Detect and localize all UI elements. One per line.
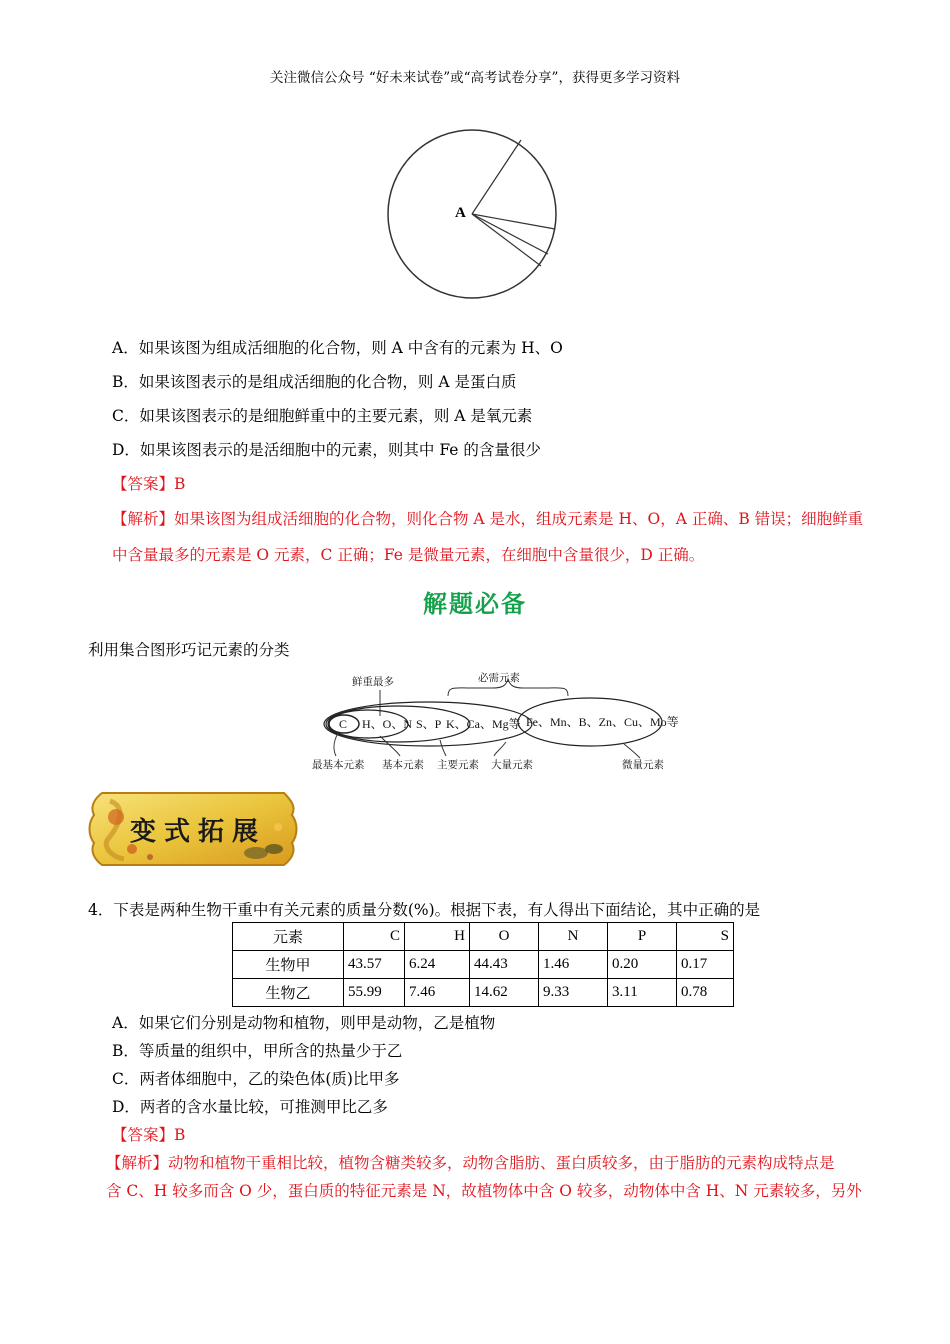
page-header: 关注微信公众号 “好未来试卷”或“高考试卷分享”，获得更多学习资料 (270, 70, 680, 86)
q3-option-d: D．如果该图表示的是活细胞中的元素，则其中 Fe 的含量很少 (112, 441, 541, 459)
table-cell: 43.57 (344, 951, 405, 979)
table-cell: 0.20 (608, 951, 677, 979)
label-kcamg: K、Ca、Mg等 (446, 717, 521, 731)
table-cell: 14.62 (470, 979, 539, 1007)
q4-option-a: A．如果它们分别是动物和植物，则甲是动物，乙是植物 (112, 1014, 496, 1032)
memory-tip: 利用集合图形巧记元素的分类 (88, 641, 290, 659)
table-header-cell: O (470, 923, 539, 951)
table-cell: 55.99 (344, 979, 405, 1007)
q4-answer: 【答案】B (112, 1126, 186, 1144)
q4-stem: 4．下表是两种生物干重中有关元素的质量分数(%)。根据下表，有人得出下面结论，其中正确的是 (88, 901, 761, 919)
q3-explanation-line1: 【解析】如果该图为组成活细胞的化合物，则化合物 A 是水，组成元素是 H、O，A 正确、B 错误；细胞鲜重 (112, 510, 864, 528)
label-c: C (339, 717, 348, 731)
label-micro-list: Fe、Mn、B、Zn、Cu、Mo等 (526, 715, 679, 729)
element-table (232, 922, 734, 1007)
table-header-cell: N (539, 923, 608, 951)
table-cell: 1.46 (539, 951, 608, 979)
table-cell: 生物乙 (233, 979, 344, 1007)
label-major: 主要元素 (437, 759, 479, 771)
table-row (233, 979, 734, 1007)
q3-explanation-line2: 中含量最多的元素是 O 元素，C 正确；Fe 是微量元素，在细胞中含量很少，D 正确。 (112, 546, 705, 564)
table-cell: 生物甲 (233, 951, 344, 979)
section-title: 解题必备 (423, 589, 527, 618)
label-basic: 基本元素 (382, 759, 424, 771)
q3-option-c: C．如果该图表示的是细胞鲜重中的主要元素，则 A 是氧元素 (112, 407, 533, 425)
label-micro: 微量元素 (622, 759, 664, 771)
table-cell: 3.11 (608, 979, 677, 1007)
q3-answer: 【答案】B (112, 475, 186, 493)
element-set-diagram (300, 664, 680, 776)
label-sp: S、P (416, 717, 442, 731)
banner-title: 变式拓展 (130, 817, 267, 847)
q4-option-d: D．两者的含水量比较，可推测甲比乙多 (112, 1098, 388, 1116)
q3-option-a: A．如果该图为组成活细胞的化合物，则 A 中含有的元素为 H、O (112, 339, 563, 357)
table-header-cell: P (608, 923, 677, 951)
table-cell: 9.33 (539, 979, 608, 1007)
table-header-cell: S (677, 923, 734, 951)
q4-option-c: C．两者体细胞中，乙的染色体(质)比甲多 (112, 1070, 400, 1088)
table-row (233, 951, 734, 979)
q4-explanation-line2: 含 C、H 较多而含 O 少，蛋白质的特征元素是 N，故植物体中含 O 较多，动物体中含 H、N 元素较多，另外 (106, 1182, 862, 1200)
pie-label-a: A (455, 205, 466, 221)
label-hon: H、O、N (362, 717, 412, 731)
table-cell: 6.24 (405, 951, 470, 979)
table-cell: 0.78 (677, 979, 734, 1007)
label-macro: 大量元素 (491, 759, 533, 771)
variant-banner (88, 787, 298, 871)
table-header-cell: H (405, 923, 470, 951)
table-cell: 7.46 (405, 979, 470, 1007)
q4-option-b: B．等质量的组织中，甲所含的热量少于乙 (112, 1042, 403, 1060)
table-cell: 0.17 (677, 951, 734, 979)
label-most-basic: 最基本元素 (312, 759, 365, 771)
q3-option-b: B．如果该图表示的是组成活细胞的化合物，则 A 是蛋白质 (112, 373, 517, 391)
table-header-row (233, 923, 734, 951)
label-most-fresh-weight: 鲜重最多 (352, 676, 394, 688)
pie-figure (385, 124, 565, 308)
table-cell: 44.43 (470, 951, 539, 979)
table-header-cell: 元素 (233, 923, 344, 951)
label-essential-elements: 必需元素 (478, 672, 520, 684)
q4-explanation-line1: 【解析】动物和植物干重相比较，植物含糖类较多，动物含脂肪、蛋白质较多，由于脂肪的元素构成特点是 (106, 1154, 835, 1172)
table-header-cell: C (344, 923, 405, 951)
